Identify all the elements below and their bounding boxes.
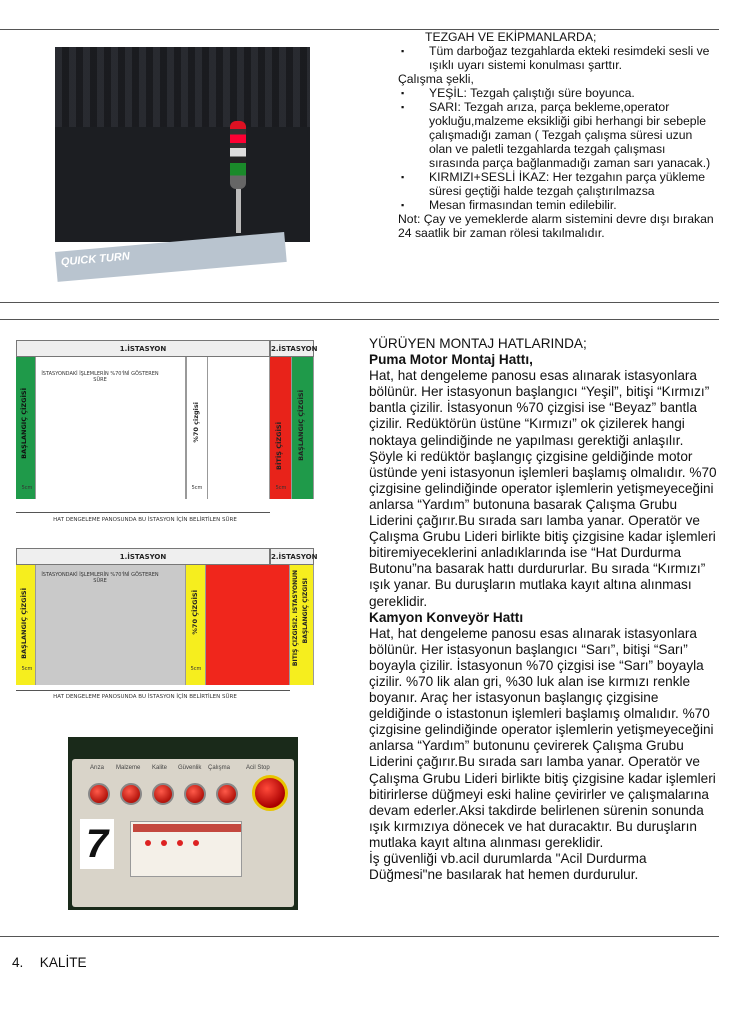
dim-label: 5cm: [21, 485, 33, 491]
note-text: Not: Çay ve yemeklerde alarm sistemini devre dışı bırakan 24 saatlik bir zaman rölesi takılmalıdır.: [398, 212, 714, 240]
list-item: ▪ YEŞİL: Tezgah çalıştığı süre boyunca.: [398, 86, 718, 100]
equipment-heading: TEZGAH VE EKİPMANLARDA;: [425, 30, 597, 44]
start-line-label: BAŞLANGIÇ ÇİZGİSİ: [20, 388, 28, 459]
panel-label: Malzeme: [116, 765, 141, 771]
assembly-lines-text: [369, 336, 719, 883]
section-title: KALİTE: [39, 955, 87, 970]
desc-label: İSTASYONDAKİ İŞLEMLERİN %70'İNİ GÖSTEREN SÜRE: [41, 371, 159, 383]
station-diagram-puma: [16, 340, 318, 530]
led-icon: [161, 840, 167, 846]
area-30: [208, 357, 270, 499]
photo-caption: QUICK TURN: [60, 250, 131, 269]
station2-header: 2.İSTASYON: [270, 340, 314, 357]
stack-light-icon: [230, 121, 246, 189]
button-panel: [72, 759, 294, 907]
red-button-icon: [184, 783, 206, 805]
red-button-icon: [120, 783, 142, 805]
list-item: ▪ Mesan firmasından temin edilebilir.: [398, 198, 718, 212]
section-number: 4.: [12, 955, 24, 970]
diagram-footer: HAT DENGELEME PANOSUNDA BU İSTASYON İÇİN BELİRTİLEN SÜRE: [53, 517, 237, 523]
divider-bottom: [0, 936, 719, 937]
emergency-stop-icon: [252, 775, 288, 811]
warning-light-photo: [55, 47, 310, 269]
dim-label: 5cm: [21, 666, 33, 672]
indicator-strip: [130, 821, 242, 877]
divider-middle-2: [0, 319, 719, 320]
dim-label: 5cm: [275, 485, 287, 491]
panel-label: Arıza: [90, 765, 105, 771]
diagram-footer: HAT DENGELEME PANOSUNDA BU İSTASYON İÇİN BELİRTİLEN SÜRE: [53, 694, 237, 700]
dim-label: 5cm: [191, 485, 203, 491]
next-start-label: BAŞLANGIÇ ÇİZGİSİ: [297, 390, 305, 461]
paragraph: Hat, hat dengeleme panosu esas alınarak istasyonlara bölünür. Her istasyonun başlangıcı “Yeşil”, bitişi “Kırmızı” bantla çizilir. İstasyonun %70 çizgisi ise “Beyaz” bantla çizilir. Redüktörün üstüne “Kırmızı” ok çizilerek hangi noktaya gelindiğinde ne yapılması gerektiği anlaşılır.: [369, 368, 710, 448]
paragraph: Şöyle ki redüktör başlangıç çizgisine geldiğinde motor üstünde yeni istasyonun işlemleri başlamış olmalıdır. %70 çizgisine gelindiğinde operator işlemlerin yetişmeyeceğini anlarsa “Yardım” butonuna basarak Çalışma Grubu Liderini çağırır.Bu sırada sarı lamba yanar. Operatör ve Çalışma Grubu Lideri birlikte bitiş çizgisine kadar işlemleri bitiremiyeceklerini anladıklarında ise “Hat Durdurma Butonu”na basarak hattı durdururlar. Bu sırada “Kırmızı” ışık yanar. Bu duruşların mutlaka kayıt altına alınması gereklidir.: [369, 448, 717, 609]
duration-arrow: [16, 512, 270, 513]
dim-label: 5cm: [190, 666, 202, 672]
finish-line-label: BİTİŞ ÇİZGİSİ: [275, 422, 283, 470]
station1-header: 1.İSTASYON: [16, 548, 270, 565]
strip-title-bar: [133, 824, 241, 832]
red-button-icon: [88, 783, 110, 805]
paragraph: Hat, hat dengeleme panosu esas alınarak istasyonlara bölünür. Her istasyonun başlangıcı “Sarı”, bitişi “Sarı” boyayla çizilir. İstasyonun %70 çizgisi ise “Sarı” boyayla çizilir. %70 lik alan gri, %30 luk alan ise kırmızı renkle boyanır. Araç her istasyonun başlangıç çizgisine geldiğinde o istastonun işlemleri başlamış olmalıdır. %70 çizgisine gelindiğinde operator işlemlerin yetişmeyeceğini anlarsa “Yardım” butonunu çevirerek Çalışma Grubu Liderini çağırır.Bu sırada sarı lamba yanar. Operatör ve Çalışma Grubu Lideri birlikte bitiş çizgisine kadar işlemleri bitirirlerse düğmeyi eski haline çevirirler ve çalışmalarına devam ederler.Aksi takdirde belirlenen sürenin sonunda ışık kırmızıya dönecek ve hat duracaktır. Bu duruşların mutlaka kayıt altına alınması gereklidir.: [369, 625, 716, 850]
section-heading: [12, 955, 87, 970]
panel-label: Güvenlik: [178, 765, 202, 771]
list-item: ▪ Tüm darboğaz tezgahlarda ekteki resimdeki sesli ve ışıklı uyarı sistemi konulması şarttır.: [398, 44, 718, 72]
divider-middle-1: [0, 302, 719, 303]
led-icon: [145, 840, 151, 846]
line70-label: %70 çizgisi: [192, 402, 200, 443]
assembly-heading: YÜRÜYEN MONTAJ HATLARINDA;: [369, 336, 587, 351]
finish-line-label: BİTİŞ ÇİZGİSİ2. İSTASYONUN: [292, 570, 299, 667]
station-number: 7: [80, 819, 114, 869]
red-button-icon: [216, 783, 238, 805]
desc-label: İSTASYONDAKİ İŞLEMLERİN %70'İNİ GÖSTEREN SÜRE: [41, 572, 159, 584]
led-icon: [177, 840, 183, 846]
truck-subheading: Kamyon Konveyör Hattı: [369, 609, 524, 625]
control-panel-photo: [68, 737, 298, 910]
duration-arrow: [16, 690, 290, 691]
panel-label: Çalışma: [208, 765, 231, 771]
equipment-text-block: [398, 30, 718, 240]
puma-subheading: Puma Motor Montaj Hattı,: [369, 352, 533, 368]
start-line-label: BAŞLANGIÇ ÇİZGİSİ: [20, 588, 28, 659]
line70-label: %70 ÇİZGİSİ: [191, 590, 199, 635]
red-button-icon: [152, 783, 174, 805]
next-start-label: BAŞLANGIÇ ÇİZGİSİ: [302, 578, 309, 644]
station2-header: 2.İSTASYON: [270, 548, 314, 565]
station-diagram-truck: [16, 548, 318, 708]
list-item: ▪ KIRMIZI+SESLİ İKAZ: Her tezgahın parça yükleme süresi geçtiği halde tezgah çalıştırılmazsa: [398, 170, 718, 198]
led-icon: [193, 840, 199, 846]
panel-label: Acil Stop: [246, 765, 270, 771]
panel-label: Kalite: [152, 765, 168, 771]
station1-header: 1.İSTASYON: [16, 340, 270, 357]
work-label: Çalışma şekli,: [398, 72, 474, 86]
paragraph: İş güvenliği vb.acil durumlarda "Acil Durdurma Düğmesi"ne basılarak hat hemen durdurulur.: [369, 851, 647, 883]
red-area-30: [206, 565, 290, 685]
list-item: ▪ SARI: Tezgah arıza, parça bekleme,operator yokluğu,malzeme eksikliği gibi herhangi bir sebeple çalışmadığı zaman ( Tezgah çalışma süresi uzun olan ve paletli tezgahlarda tezgah çalışması sırasında parça bağlanmadığı zaman sarı yanacak.): [398, 100, 718, 170]
